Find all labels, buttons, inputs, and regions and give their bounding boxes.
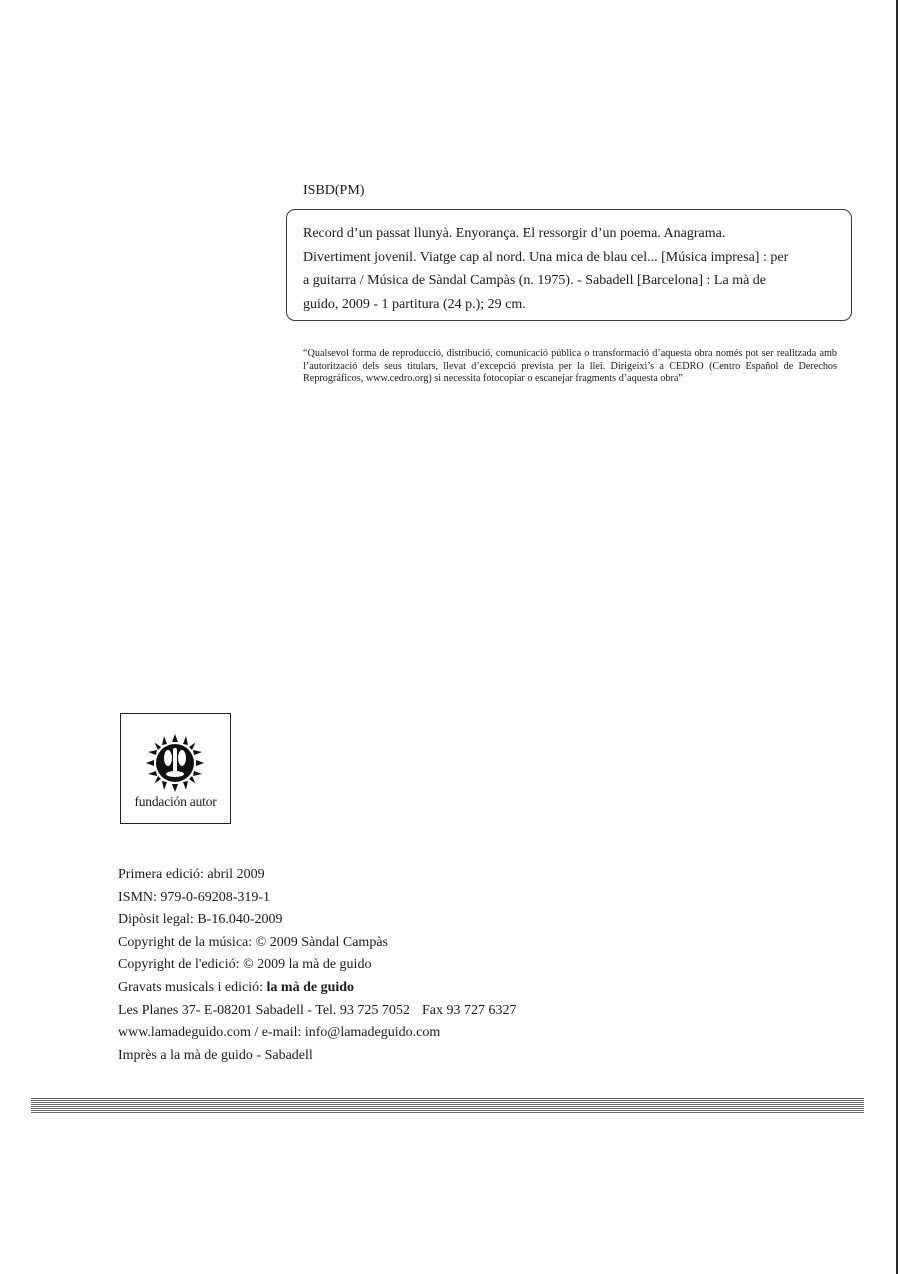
catalog-record-box	[286, 209, 852, 321]
publisher-name: la mà de guido	[266, 979, 355, 995]
isbd-label: ISBD(PM)	[303, 183, 365, 198]
edition-copyright-line: Copyright de l'edició: © 2009 la mà de guido	[118, 957, 372, 973]
logo-caption: fundación autor	[134, 794, 217, 809]
ismn-line: ISMN: 979-0-69208-319-1	[118, 889, 271, 905]
web-email-line: www.lamadeguido.com / e-mail: info@lamadeguido.com	[118, 1025, 441, 1041]
address-line	[118, 1000, 516, 1023]
engraving-label: Gravats musicals i edició:	[118, 979, 267, 995]
legal-deposit-line: Dipòsit legal: B-16.040-2009	[118, 912, 283, 928]
page-edge-line	[896, 0, 898, 1274]
engraving-line	[118, 977, 516, 1000]
first-edition-line: Primera edició: abril 2009	[118, 867, 265, 882]
printed-line: Imprès a la mà de guido - Sabadell	[118, 1047, 313, 1063]
fundacion-autor-logo	[120, 713, 231, 824]
catalog-line: Divertiment jovenil. Viatge cap al nord. Una mica de blau cel... [Música impresa] : per	[303, 249, 789, 265]
sun-logo-icon	[146, 734, 204, 792]
copyright-notice: “Qualsevol forma de reproducció, distribució, comunicació pública o transformació d’aquesta obra només pot ser realitzada amb l’autorització dels seus titulars, llevat d’excepció prevista per la llei. Dirigeixi’s a CEDRO (Centro Español de Derechos Reprográficos, www.cedro.org) si necessita fotocopiar o escanejar fragments d’aquesta obra”	[303, 348, 837, 384]
catalog-line: guido, 2009 - 1 partitura (24 p.); 29 cm.	[303, 296, 526, 312]
catalog-line: Record d’un passat llunyà. Enyorança. El ressorgir d’un poema. Anagrama.	[303, 226, 726, 241]
music-copyright-line: Copyright de la música: © 2009 Sàndal Campàs	[118, 934, 388, 950]
catalog-line: a guitarra / Música de Sàndal Campàs (n. 1975). - Sabadell [Barcelona] : La mà de	[303, 273, 767, 288]
edition-credits	[118, 864, 516, 1067]
decorative-rules	[31, 1098, 864, 1114]
address-text: Les Planes 37- E-08201 Sabadell - Tel. 93 725 7052	[118, 1002, 410, 1018]
fax-text: Fax 93 727 6327	[421, 1002, 517, 1018]
